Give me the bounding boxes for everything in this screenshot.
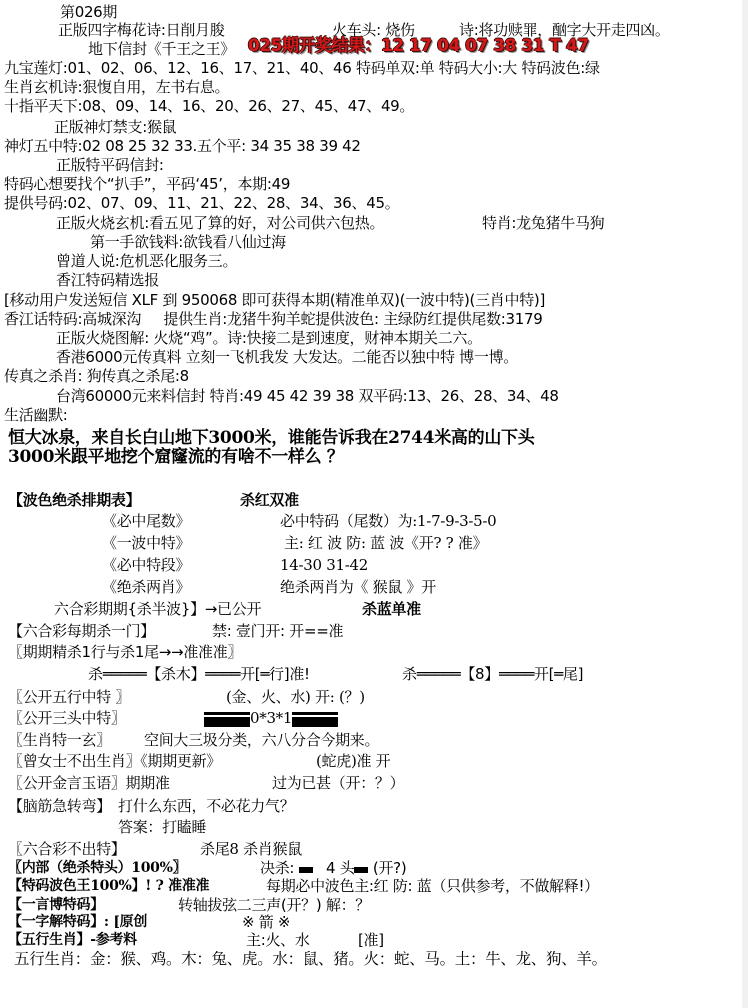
- internal-prefix: 决杀:: [260, 859, 295, 877]
- jiubao-numbers: 九宝莲灯:01、02、06、12、16、17、21、40、46: [4, 59, 352, 77]
- provide-tail: 提供尾数:3179: [442, 310, 543, 328]
- wave-color: 特码波色:绿: [521, 59, 600, 77]
- first-hand: 第一手欲钱料:欲钱看八仙过海: [90, 233, 286, 251]
- three-heads-value: 0*3*1: [250, 709, 293, 727]
- internal-suffix: (开?): [372, 859, 407, 877]
- ms-zeng: (蛇虎)准 开: [316, 752, 391, 770]
- row-label-segment: 《必中特段》: [102, 556, 191, 574]
- five-zodiac-full: 五行生肖：金：猴、鸡。木：兔、虎。水：鼠、猪。火：蛇、马。土：牛、龙、狗、羊。: [14, 950, 607, 968]
- row-value-tail: 必中特码（尾数）为:1-7-9-3-5-0: [280, 512, 497, 530]
- ms-zeng-label: 〖曾女士不出生肖〗《期期更新》: [8, 752, 222, 770]
- internal-label: 〖内部（绝杀特头）100%〗: [8, 860, 187, 876]
- underground-letter: 地下信封《千王之王》: [88, 40, 236, 58]
- poem-value: 将功赎罪，酗字大开走四凶。: [478, 21, 670, 39]
- scrollbar-track[interactable]: [742, 0, 748, 1008]
- row-value-wave: 主: 红 波 防: 蓝 波《开? ? 准》: [284, 534, 488, 552]
- train-head-label: 火车头:: [332, 21, 381, 39]
- kill-door-label: 【六合彩每期杀一门】: [8, 622, 156, 640]
- row-label-kill-two: 《绝杀两肖》: [102, 578, 191, 596]
- golden-words-label: 〖公开金言玉语〗期期准: [8, 774, 170, 792]
- issue-number: 第026期: [60, 3, 118, 21]
- table-title-right: 杀红双准: [240, 491, 299, 509]
- special-heart: 特码心想要找个“扒手”，平码‘45’，本期:49: [4, 175, 291, 193]
- humor-label: 生活幽默:: [4, 406, 68, 424]
- brain-answer: 答案：打瞌睡: [118, 818, 207, 836]
- train-head-value: 烧伤: [385, 21, 415, 39]
- wave-king-label: 【特码波色王100%】! ? 准准准: [8, 878, 210, 894]
- row-value-segment: 14-30 31-42: [280, 556, 368, 574]
- golden-words: 过为已甚（开：？）: [272, 774, 405, 792]
- odd-even: 特码单双:单: [356, 59, 435, 77]
- provide-zodiac: 提供生肖:龙猪牛狗羊蛇: [163, 310, 316, 328]
- provided-numbers: 提供号码:02、07、09、11、21、22、28、34、36、45。: [4, 194, 400, 212]
- plum-poem-label: 正版四字梅花诗:: [58, 21, 166, 39]
- plum-poem-value: 日削月朘: [165, 21, 225, 39]
- zodiac-one: 空间大三圾分类，六八分合今期来。: [144, 731, 380, 749]
- zodiac-poem: 生肖玄机诗:狠愎自用，左书右息。: [4, 78, 230, 96]
- humor-line-1: 恒大冰泉，来自长白山地下3000米，谁能告诉我在2744米高的山下头: [8, 428, 535, 448]
- row-label-wave: 《一波中特》: [102, 534, 191, 552]
- xiangjiang-talk: 香江话特码:高城深沟: [4, 310, 142, 328]
- ten-fingers: 十指平天下:08、09、14、16、20、26、27、45、47、49。: [4, 97, 415, 115]
- one-word-label: 【一言博特码】: [8, 897, 104, 913]
- equals-icon: [354, 864, 368, 873]
- internal-kill: [260, 859, 406, 877]
- table-title: 【波色绝杀排期表】: [8, 491, 141, 509]
- zeng-says: 曾道人说:危机恶化服务三。: [56, 252, 238, 270]
- five-elements-label: 〖公开五行中特 〗: [8, 688, 131, 706]
- one-word: 转轴拔弦二三声(开？) 解：？: [178, 896, 370, 914]
- one-char-label: 【一字解特码】: [原创: [8, 914, 148, 930]
- kill-door: 禁: 壹门开: 开==准: [212, 622, 344, 640]
- half-wave: 六合彩期期{杀半波}】→已公开: [54, 600, 262, 618]
- zodiac-one-label: 〖生肖特一玄〗: [8, 731, 111, 749]
- five-elements: (金、火、水) 开: (？): [226, 688, 365, 706]
- humor-line-2: 3000米跟平地挖个窟窿流的有啥不一样么 ？: [8, 447, 344, 467]
- jiubao-line: [4, 59, 600, 77]
- row-value-kill-two: 绝杀两肖为《 猴鼠 》开: [280, 578, 436, 596]
- lamp-five: 神灯五中特:02 08 25 32 33.五个平: 34 35 38 39 42: [4, 137, 361, 155]
- plum-poem: [58, 21, 224, 39]
- three-heads-label: 〖公开三头中特〗: [8, 709, 126, 727]
- result-banner: 025期开奖结果：12 17 04 07 38 31 T 47: [248, 36, 589, 56]
- five-zodiac: 主:火、水: [246, 931, 310, 949]
- brain-label: 【脑筋急转弯】: [8, 797, 111, 815]
- one-char: ※ 箭 ※: [242, 913, 291, 931]
- sms-promo: [移动用户发送短信 XLF 到 950068 即可获得本期(精准单双)(一波中特)(三肖中特)]: [4, 291, 546, 309]
- bar-left-icon: [204, 712, 250, 727]
- three-heads: [204, 709, 338, 727]
- special-letter: 正版特平码信封:: [56, 156, 164, 174]
- provide-wave: 提供波色: 主绿防红: [315, 310, 442, 328]
- xiangjiang-line: [4, 310, 543, 328]
- poem-label: 诗:: [459, 21, 479, 39]
- kill-row-b: 杀═════【8】════开[═尾]: [402, 665, 584, 683]
- row-label-tail: 《必中尾数》: [102, 512, 191, 530]
- five-zodiac-tag: [准]: [358, 931, 384, 949]
- brain-question: 打什么东西，不必花力气？: [118, 797, 295, 815]
- five-zodiac-label: 【五行生肖】-参考料: [8, 932, 137, 948]
- big-small: 特码大小:大: [438, 59, 518, 77]
- fire-zodiac: 特肖:龙兔猪牛马狗: [482, 214, 605, 232]
- internal-mid: 4 头: [326, 859, 355, 877]
- not-special-label: 〖六合彩不出特】: [8, 840, 126, 858]
- equals-icon: [299, 864, 313, 873]
- half-wave-right: 杀蓝单准: [362, 600, 421, 618]
- fire-mystery: 正版火烧玄机:看五见了算的好，对公司供六包热。: [56, 214, 385, 232]
- lamp-forbid: 正版神灯禁支:猴鼠: [54, 118, 177, 136]
- not-special: 杀尾8 杀肖猴鼠: [200, 840, 302, 858]
- fire-diagram: 正版火烧图解: 火烧“鸡”。诗:快接二是到速度，财神本期关二六。: [56, 329, 482, 347]
- xiangjiang-title: 香江特码精选报: [56, 271, 159, 289]
- bar-right-icon: [292, 712, 338, 727]
- kill-row-a: 杀═════【杀木】════开[═行]准!: [88, 665, 310, 683]
- kill-one: 〖期期精杀1行与杀1尾→→准准准〗: [8, 643, 243, 661]
- fax-kill: 传真之杀肖: 狗传真之杀尾:8: [4, 367, 189, 385]
- taiwan-letter: 台湾60000元来料信封 特肖:49 45 42 39 38 双平码:13、26、28、34、48: [56, 387, 559, 405]
- wave-king: 每期必中波色主:红 防: 蓝（只供参考，不做解释!）: [266, 877, 599, 895]
- hk-fax: 香港6000元传真料 立刻一飞机我发 大发达。二能否以独中特 博一博。: [56, 348, 518, 366]
